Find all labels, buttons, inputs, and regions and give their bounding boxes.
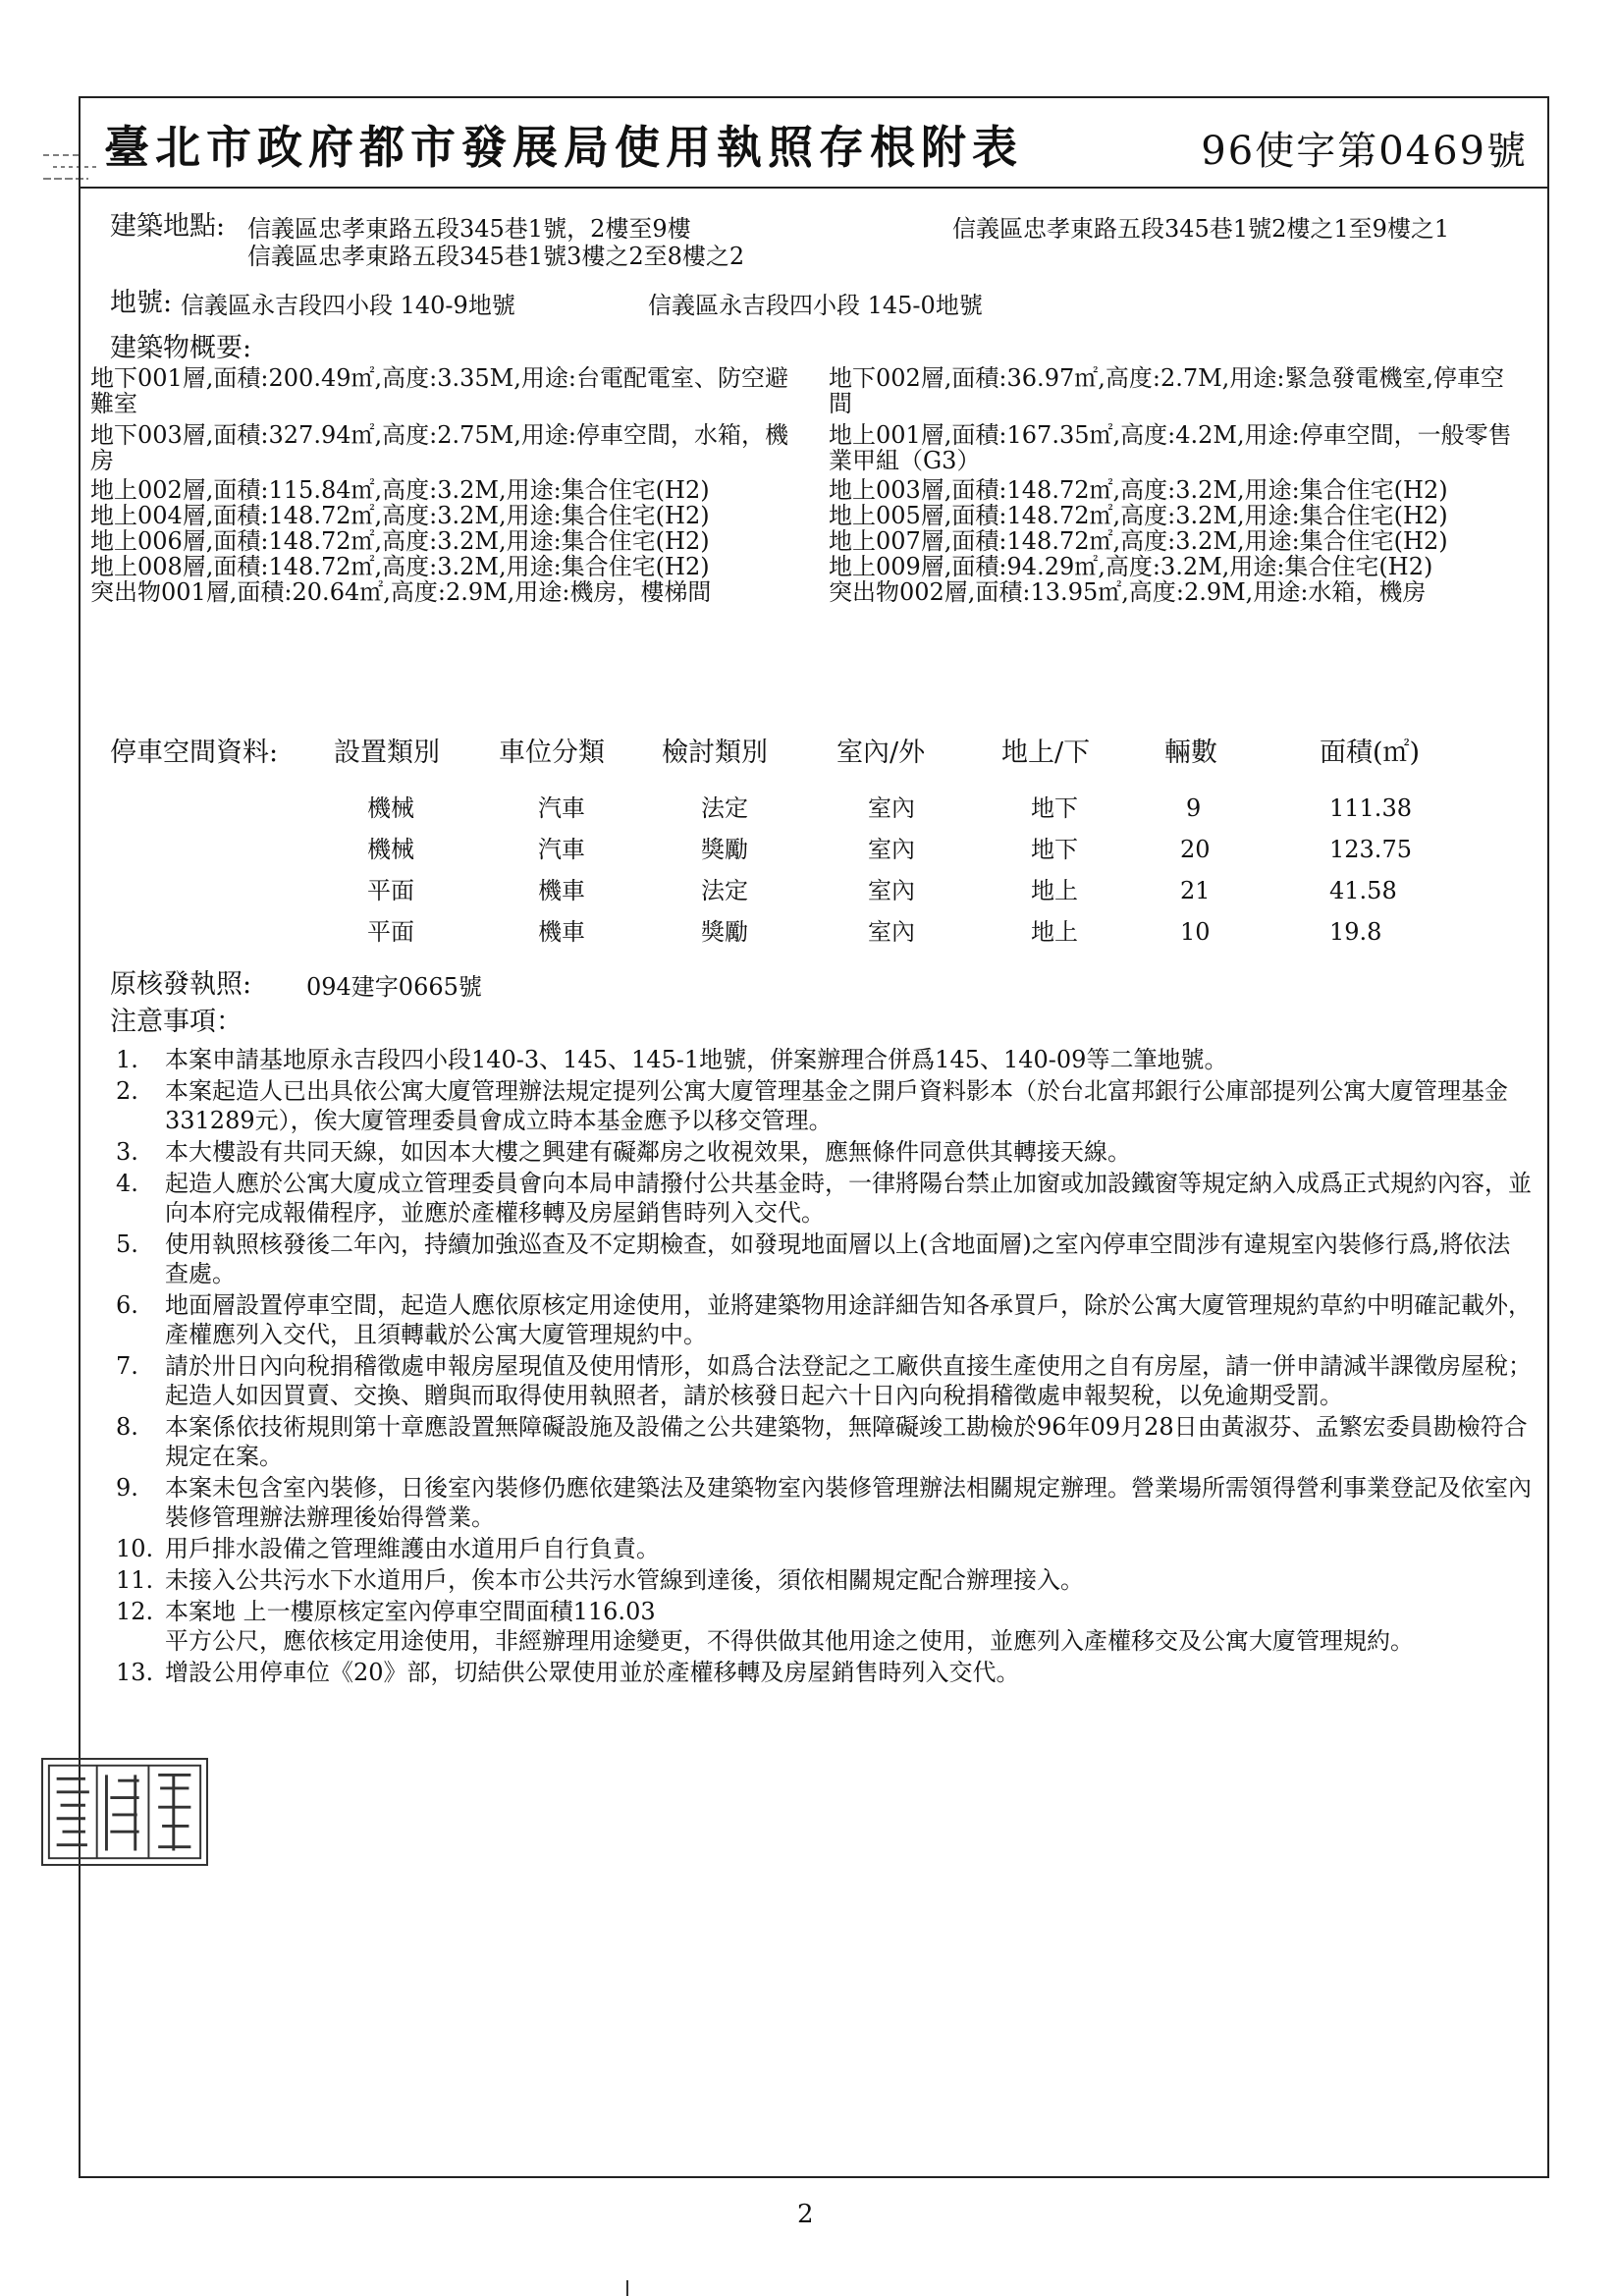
parking-col-header: 輛數	[1164, 738, 1217, 768]
overview-item: 地上004層,面積:148.72㎡,高度:3.2M,用途:集合住宅(H2)	[90, 502, 710, 529]
table-cell: 機車	[538, 877, 585, 904]
note-number: 5.	[116, 1230, 138, 1258]
list-item	[110, 1534, 1534, 1563]
note-text: 未接入公共污水下水道用戶，俟本市公共污水管線到達後，須依相關規定配合辦理接入。	[165, 1566, 1084, 1594]
note-text: 起造人應於公寓大廈成立管理委員會向本局申請撥付公共基金時，一律將陽台禁止加窗或加設鐵窗等規定納入成爲正式規約內容，並向本府完成報備程序，並應於產權移轉及房屋銷售時列入交代。	[165, 1170, 1532, 1227]
note-number: 8.	[116, 1413, 138, 1441]
parking-label: 停車空間資料:	[110, 738, 279, 768]
list-item	[110, 1169, 1534, 1228]
lot-value-2: 信義區永吉段四小段 145-0地號	[648, 292, 983, 319]
note-text: 本案申請基地原永吉段四小段140-3、145、145-1地號，併案辦理合併爲145、140-09等二筆地號。	[165, 1046, 1228, 1073]
list-item	[110, 1137, 1534, 1167]
document-title: 臺北市政府都市發展局使用執照存根附表	[104, 121, 1023, 174]
table-cell: 地下	[1031, 836, 1078, 863]
table-cell: 室內	[868, 918, 915, 946]
note-text: 本案地 上一樓原核定室內停車空間面積116.03	[165, 1598, 656, 1625]
document-frame	[79, 96, 1549, 2178]
table-cell: 20	[1180, 836, 1211, 863]
list-item	[110, 1658, 1534, 1687]
location-line1-right: 信義區忠孝東路五段345巷1號2樓之1至9樓之1	[952, 215, 1450, 243]
parking-col-header: 地上/下	[1001, 738, 1091, 768]
overview-item: 地上001層,面積:167.35㎡,高度:4.2M,用途:停車空間，一般零售業甲組（G3）	[829, 421, 1512, 474]
note-number: 12.	[116, 1598, 154, 1625]
list-item	[110, 1076, 1534, 1135]
table-cell: 10	[1180, 918, 1211, 946]
table-cell: 機械	[367, 836, 414, 863]
list-item	[110, 1626, 1534, 1656]
overview-item: 地上006層,面積:148.72㎡,高度:3.2M,用途:集合住宅(H2)	[90, 527, 710, 555]
overview-item: 地上005層,面積:148.72㎡,高度:3.2M,用途:集合住宅(H2)	[829, 502, 1448, 529]
table-cell: 法定	[701, 877, 748, 904]
overview-item: 突出物001層,面積:20.64㎡,高度:2.9M,用途:機房，樓梯間	[90, 578, 712, 606]
overview-item: 地下001層,面積:200.49㎡,高度:3.35M,用途:台電配電室、防空避難室	[90, 364, 788, 417]
table-cell: 41.58	[1329, 877, 1397, 904]
table-cell: 19.8	[1329, 918, 1382, 946]
note-number: 6.	[116, 1291, 138, 1319]
table-cell: 平面	[367, 877, 414, 904]
table-cell: 獎勵	[701, 918, 748, 946]
note-number: 11.	[116, 1566, 154, 1594]
notes-list	[110, 1045, 1534, 1689]
table-cell: 21	[1180, 877, 1211, 904]
parking-col-header: 設置類別	[334, 738, 440, 768]
overview-item: 地上007層,面積:148.72㎡,高度:3.2M,用途:集合住宅(H2)	[829, 527, 1448, 555]
table-cell: 地下	[1031, 794, 1078, 822]
location-line1: 信義區忠孝東路五段345巷1號，2樓至9樓	[247, 215, 691, 243]
lot-value-1: 信義區永吉段四小段 140-9地號	[181, 292, 515, 319]
original-license-label: 原核發執照:	[110, 969, 252, 1000]
table-cell: 111.38	[1329, 794, 1412, 822]
table-cell: 法定	[701, 794, 748, 822]
note-number: 13.	[116, 1659, 154, 1686]
table-cell: 9	[1186, 794, 1202, 822]
list-item	[110, 1290, 1534, 1349]
overview-right-column	[829, 365, 1516, 605]
note-text: 本案起造人已出具依公寓大廈管理辦法規定提列公寓大廈管理基金之開戶資料影本（於台北富邦銀行公庫部提列公寓大廈管理基金331289元），俟大廈管理委員會成立時本基金應予以移交管理。	[165, 1077, 1508, 1134]
note-text: 用戶排水設備之管理維護由水道用戶自行負責。	[165, 1535, 660, 1562]
note-number: 1.	[116, 1046, 138, 1073]
table-cell: 室內	[868, 836, 915, 863]
table-cell: 平面	[367, 918, 414, 946]
table-cell: 機械	[367, 794, 414, 822]
location-label: 建築地點:	[110, 211, 226, 242]
list-item	[110, 1230, 1534, 1288]
list-item	[110, 1597, 1534, 1626]
overview-item: 地上003層,面積:148.72㎡,高度:3.2M,用途:集合住宅(H2)	[829, 476, 1448, 504]
parking-col-header: 檢討類別	[662, 738, 768, 768]
overview-item: 地上009層,面積:94.29㎡,高度:3.2M,用途:集合住宅(H2)	[829, 553, 1433, 580]
scan-tick-mark	[626, 2280, 628, 2296]
note-text: 使用執照核發後二年內，持續加強巡查及不定期檢查，如發現地面層以上(含地面層)之室內停車空間涉有違規室內裝修行爲,將依法查處。	[165, 1230, 1511, 1287]
overview-item: 地上002層,面積:115.84㎡,高度:3.2M,用途:集合住宅(H2)	[90, 476, 710, 504]
table-cell: 汽車	[538, 794, 585, 822]
overview-item: 地上008層,面積:148.72㎡,高度:3.2M,用途:集合住宅(H2)	[90, 553, 710, 580]
list-item	[110, 1045, 1534, 1074]
overview-item: 突出物002層,面積:13.95㎡,高度:2.9M,用途:水箱，機房	[829, 578, 1427, 606]
notes-label: 注意事項：	[110, 1007, 243, 1037]
list-item	[110, 1351, 1534, 1410]
table-cell: 地上	[1031, 918, 1078, 946]
original-license-value: 094建字0665號	[306, 973, 482, 1001]
note-text: 地面層設置停車空間，起造人應依原核定用途使用，並將建築物用途詳細告知各承買戶，除於公寓大廈管理規約草約中明確記載外，產權應列入交代，且須轉載於公寓大廈管理規約中。	[165, 1291, 1532, 1348]
parking-col-header: 車位分類	[499, 738, 605, 768]
table-cell: 機車	[538, 918, 585, 946]
page-number: 2	[797, 2200, 814, 2229]
parking-col-header: 面積(㎡)	[1320, 738, 1421, 768]
note-number: 4.	[116, 1170, 138, 1197]
note-text: 本大樓設有共同天線，如因本大樓之興建有礙鄰房之收視效果，應無條件同意供其轉接天線。	[165, 1138, 1131, 1166]
note-text: 請於卅日內向稅捐稽徵處申報房屋現值及使用情形，如爲合法登記之工廠供直接生產使用之自有房屋，請一併申請減半課徵房屋稅；起造人如因買賣、交換、贈與而取得使用執照者，請於核發日起六十日內向稅捐稽徵處申報契稅，以免逾期受罰。	[165, 1352, 1532, 1409]
note-text: 增設公用停車位《20》部，切結供公眾使用並於產權移轉及房屋銷售時列入交代。	[165, 1659, 1020, 1686]
list-item	[110, 1412, 1534, 1471]
note-text: 平方公尺，應依核定用途使用，非經辦理用途變更，不得供做其他用途之使用，並應列入產權移交及公寓大廈管理規約。	[165, 1627, 1414, 1655]
document-number: 96使字第0469號	[1201, 129, 1528, 174]
note-text: 本案係依技術規則第十章應設置無障礙設施及設備之公共建築物，無障礙竣工勘檢於96年09月28日由黃淑芬、孟繁宏委員勘檢符合規定在案。	[165, 1413, 1528, 1470]
official-seal-icon	[41, 1758, 208, 1866]
note-number: 10.	[116, 1535, 154, 1562]
table-cell: 地上	[1031, 877, 1078, 904]
overview-item: 地下003層,面積:327.94㎡,高度:2.75M,用途:停車空間，水箱，機房	[90, 421, 788, 474]
table-cell: 汽車	[538, 836, 585, 863]
list-item	[110, 1473, 1534, 1532]
table-cell: 室內	[868, 794, 915, 822]
overview-label: 建築物概要:	[110, 333, 252, 363]
overview-left-column	[90, 365, 807, 605]
overview-item: 地下002層,面積:36.97㎡,高度:2.7M,用途:緊急發電機室,停車空間	[829, 364, 1505, 417]
lot-label: 地號:	[110, 288, 173, 318]
title-row	[81, 98, 1547, 189]
parking-col-header: 室內/外	[836, 738, 926, 768]
table-cell: 123.75	[1329, 836, 1412, 863]
table-cell: 室內	[868, 877, 915, 904]
note-number: 2.	[116, 1077, 138, 1105]
note-text: 本案未包含室內裝修，日後室內裝修仍應依建築法及建築物室內裝修管理辦法相關規定辦理。營業場所需領得營利事業登記及依室內裝修管理辦法辦理後始得營業。	[165, 1474, 1532, 1531]
location-line2: 信義區忠孝東路五段345巷1號3樓之2至8樓之2	[247, 243, 745, 270]
note-number: 3.	[116, 1138, 138, 1166]
note-number: 9.	[116, 1474, 138, 1502]
list-item	[110, 1565, 1534, 1595]
note-number: 7.	[116, 1352, 138, 1380]
table-cell: 獎勵	[701, 836, 748, 863]
